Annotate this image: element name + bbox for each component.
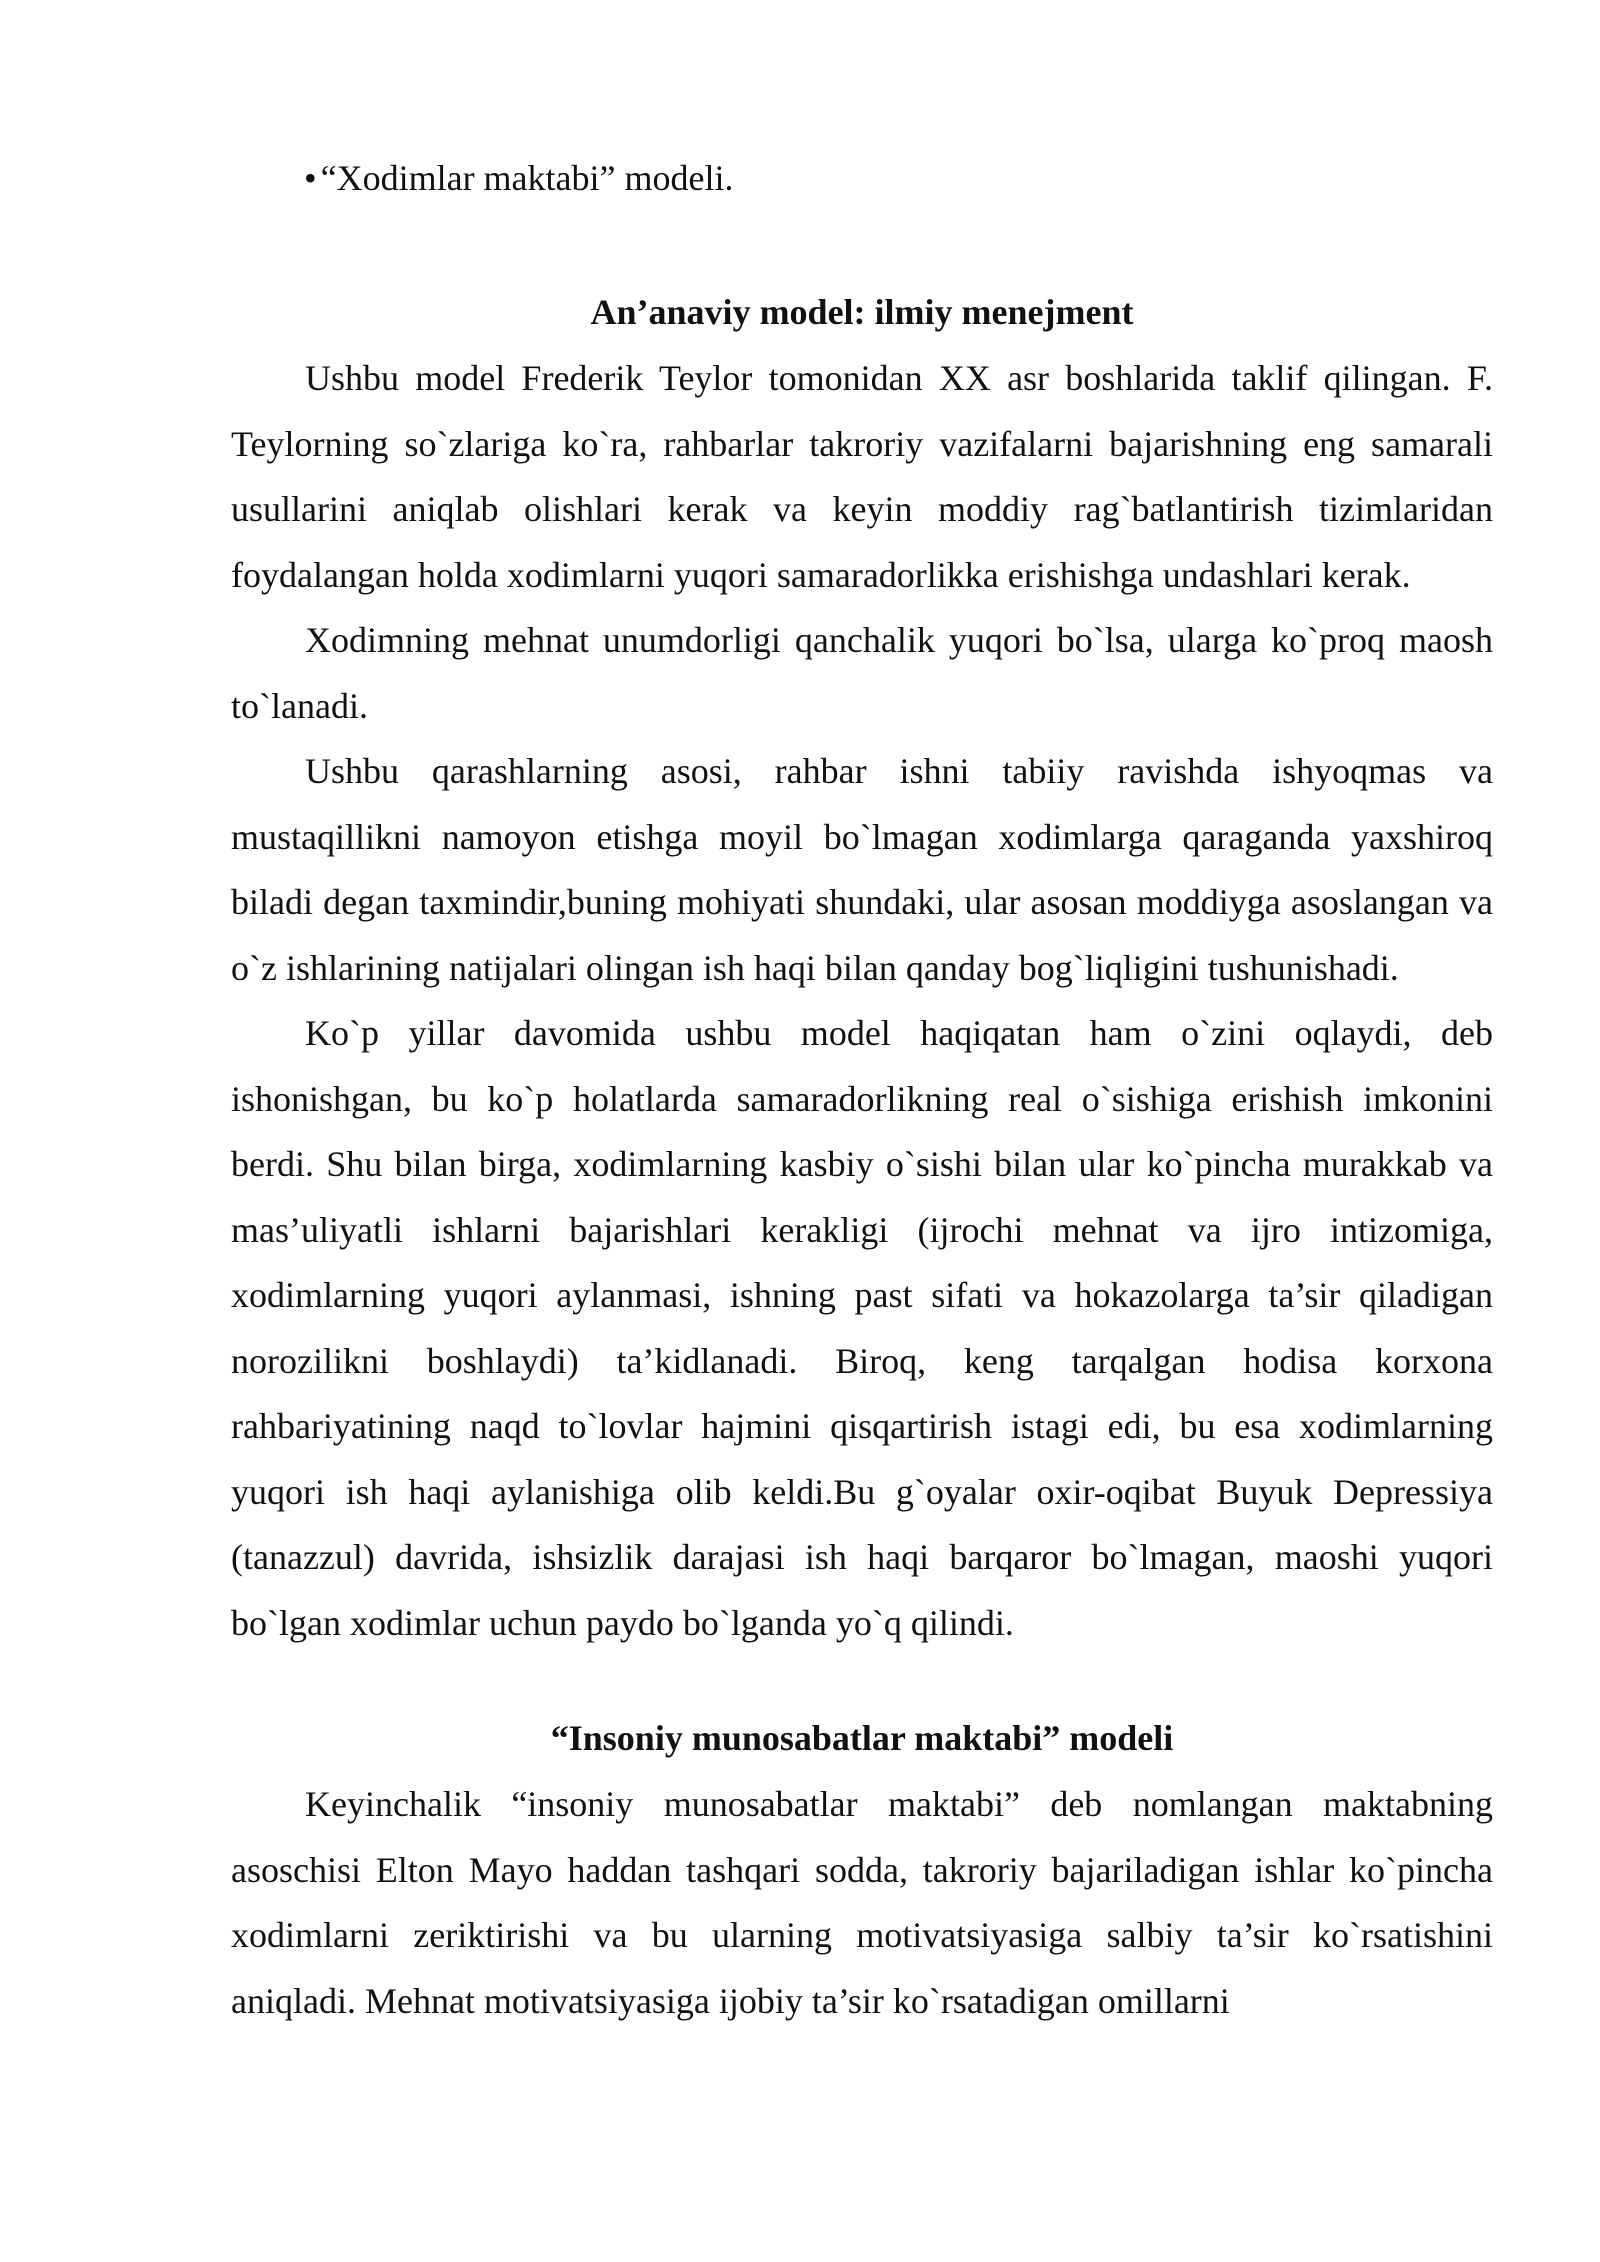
- section-heading-human-relations-model: “Insoniy munosabatlar maktabi” modeli: [550, 1718, 1174, 1758]
- bullet-item-text: “Xodimlar maktabi” modeli.: [320, 158, 734, 198]
- section-body-human-relations-model: [231, 1772, 1493, 2034]
- paragraph: Xodimning mehnat unumdorligi qanchalik yuqori bo`lsa, ularga ko`proq maosh to`lanadi.: [231, 620, 1493, 726]
- paragraph: Keyinchalik “insoniy munosabatlar maktabi” deb nomlangan maktabning asoschisi Elton Mayo haddan tashqari sodda, takroriy bajariladigan ishlar ko`pincha xodimlarni zeriktirishi va bu ularning motivatsiyasiga salbiy ta’sir ko`rsatishini aniqladi. Mehnat motivatsiyasiga ijobiy ta’sir ko`rsatadigan omillarni: [231, 1784, 1493, 2021]
- bullet-icon: •: [304, 158, 317, 198]
- paragraph: Ushbu model Frederik Teylor tomonidan XX asr boshlarida taklif qilingan. F. Teylorning so`zlariga ko`ra, rahbarlar takroriy vazifalarni bajarishning eng samarali usullarini aniqlab olishlari kerak va keyin moddiy rag`batlantirish tizimlaridan foydalangan holda xodimlarni yuqori samaradorlikka erishishga undashlari kerak.: [231, 358, 1493, 595]
- section-body-traditional-model: [231, 346, 1493, 1656]
- paragraph: Ko`p yillar davomida ushbu model haqiqatan ham o`zini oqlaydi, deb ishonishgan, bu ko`p holatlarda samaradorlikning real o`sishiga erishish imkonini berdi. Shu bilan birga, xodimlarning kasbiy o`sishi bilan ular ko`pincha murakkab va mas’uliyatli ishlarni bajarishlari kerakligi (ijrochi mehnat va ijro intizomiga, xodimlarning yuqori aylanmasi, ishning past sifati va hokazolarga ta’sir qiladigan norozilikni boshlaydi) ta’kidlanadi. Biroq, keng tarqalgan hodisa korxona rahbariyatining naqd to`lovlar hajmini qisqartirish istagi edi, bu esa xodimlarning yuqori ish haqi aylanishiga olib keldi.Bu g`oyalar oxir-oqibat Buyuk Depressiya (tanazzul) davrida, ishsizlik darajasi ish haqi barqaror bo`lmagan, maoshi yuqori bo`lgan xodimlar uchun paydo bo`lganda yo`q qilindi.: [231, 1013, 1493, 1643]
- bullet-list-item: [304, 146, 733, 212]
- section-heading-traditional-model: An’anaviy model: ilmiy menejment: [590, 292, 1134, 332]
- paragraph: Ushbu qarashlarning asosi, rahbar ishni tabiiy ravishda ishyoqmas va mustaqillikni namoyon etishga moyil bo`lmagan xodimlarga qaraganda yaxshiroq biladi degan taxmindir,buning mohiyati shundaki, ular asosan moddiyga asoslangan va o`z ishlarining natijalari olingan ish haqi bilan qanday bog`liqligini tushunishadi.: [231, 751, 1493, 988]
